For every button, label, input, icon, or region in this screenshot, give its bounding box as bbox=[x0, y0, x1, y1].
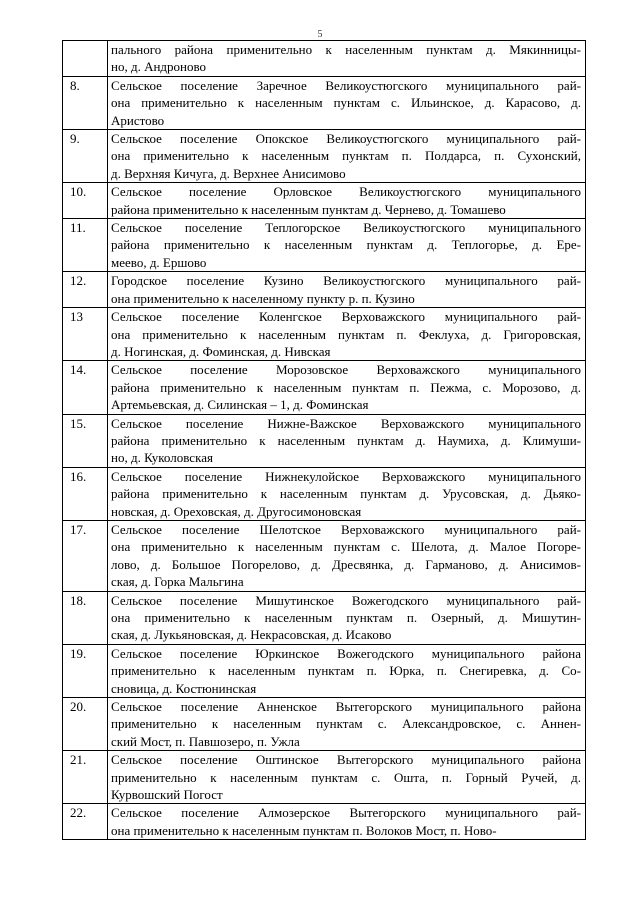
table-row bbox=[63, 414, 586, 467]
row-text-line: Сельское поселение Юркинское Вожегодского муниципального района bbox=[111, 645, 581, 661]
row-text-line: Сельское поселение Морозовское Верховажского муниципального bbox=[111, 362, 581, 378]
row-text-line: Аристово bbox=[111, 112, 165, 128]
row-number: 8. bbox=[70, 77, 80, 93]
row-text-line: д. Ногинская, д. Фоминская, д. Нивская bbox=[111, 343, 331, 359]
row-number-cell bbox=[63, 183, 108, 219]
row-text-cell bbox=[108, 698, 586, 751]
row-number-cell bbox=[63, 467, 108, 520]
table-row bbox=[63, 361, 586, 414]
row-text-line: лово, д. Большое Погорелово, д. Дресвянка, д. Гарманово, д. Анисимов- bbox=[111, 556, 581, 572]
row-text-cell bbox=[108, 751, 586, 804]
row-text-line: района применительно к населенным пунктам д. Чернево, д. Томашево bbox=[111, 201, 506, 217]
page-number: 5 bbox=[317, 29, 323, 40]
row-text-line: она применительно к населенным пунктам п. Полдарса, п. Сухонский, bbox=[111, 148, 581, 164]
row-text-line: пального района применительно к населенным пунктам д. Мякинницы- bbox=[111, 42, 581, 57]
row-number-cell bbox=[63, 520, 108, 591]
row-text-line: сновица, д. Костюнинская bbox=[111, 680, 257, 696]
row-text-line: она применительно к населенным пунктам п. Феклуха, д. Григоровская, bbox=[111, 326, 581, 342]
row-number-cell bbox=[63, 308, 108, 361]
row-text-line: новская, д. Ореховская, д. Другосимоновская bbox=[111, 503, 362, 519]
row-number-cell bbox=[63, 698, 108, 751]
row-text-line: Сельское поселение Коленгское Верховажского муниципального рай- bbox=[111, 309, 581, 325]
row-text-cell bbox=[108, 361, 586, 414]
row-text-line: она применительно к населенным пунктам с. Ильинское, д. Карасово, д. bbox=[111, 95, 581, 111]
row-number: 21. bbox=[70, 752, 87, 768]
row-text-line: Сельское поселение Теплогорское Великоустюгского муниципального bbox=[111, 220, 581, 236]
row-number: 12. bbox=[70, 273, 87, 289]
row-number-cell bbox=[63, 219, 108, 272]
row-text-line: района применительно к населенным пунктам д. Наумиха, д. Климуши- bbox=[111, 432, 581, 448]
row-text-line: Сельское поселение Нижнекулойское Верховажского муниципального bbox=[111, 468, 581, 484]
row-number: 14. bbox=[70, 362, 87, 378]
settlements-table bbox=[62, 40, 586, 840]
table-row bbox=[63, 130, 586, 183]
row-text-line: применительно к населенным пунктам п. Юрка, п. Снегиревка, д. Со- bbox=[111, 663, 581, 679]
row-text-line: Сельское поселение Орловское Великоустюгского муниципального bbox=[111, 184, 581, 200]
row-text-cell bbox=[108, 272, 586, 308]
row-text-line: Сельское поселение Опокское Великоустюгского муниципального рай- bbox=[111, 131, 581, 147]
row-text-line: Артемьевская, д. Силинская – 1, д. Фоминская bbox=[111, 397, 369, 413]
row-text-cell bbox=[108, 467, 586, 520]
row-number: 9. bbox=[70, 131, 80, 147]
row-text-line: она применительно к населенным пунктам п. Озерный, д. Мишутин- bbox=[111, 610, 581, 625]
row-number: 10. bbox=[70, 184, 87, 200]
row-text-line: применительно к населенным пунктам с. Александровское, с. Аннен- bbox=[111, 716, 581, 732]
row-text-line: ская, д. Лукьяновская, д. Некрасовская, д. Исаково bbox=[111, 627, 392, 643]
row-number-cell bbox=[63, 644, 108, 697]
row-text-cell bbox=[108, 414, 586, 467]
row-text-line: меево, д. Ершово bbox=[111, 254, 207, 270]
row-text-line: ский Мост, п. Павшозеро, п. Ужла bbox=[111, 733, 300, 749]
row-text-line: но, д. Андроново bbox=[111, 59, 207, 75]
table-row bbox=[63, 591, 586, 644]
row-number: 13 bbox=[70, 309, 83, 325]
table-row bbox=[63, 751, 586, 804]
row-number: 20. bbox=[70, 699, 87, 715]
row-text-line: она применительно к населенным пунктам с. Шелота, д. Малое Погоре- bbox=[111, 539, 581, 555]
row-text-cell bbox=[108, 308, 586, 361]
row-text-cell bbox=[108, 804, 586, 840]
row-text-line: Сельское поселение Нижне-Важское Верховажского муниципального bbox=[111, 415, 581, 431]
row-number: 22. bbox=[70, 805, 87, 821]
row-text-line: Курвошский Погост bbox=[111, 787, 223, 803]
row-text-line: применительно к населенным пунктам с. Ошта, п. Горный Ручей, д. bbox=[111, 769, 581, 785]
row-number-cell bbox=[63, 804, 108, 840]
table-body bbox=[63, 41, 586, 840]
row-text-line: д. Верхняя Кичуга, д. Верхнее Анисимово bbox=[111, 165, 346, 181]
row-number-cell bbox=[63, 130, 108, 183]
table-row bbox=[63, 76, 586, 129]
table-row bbox=[63, 804, 586, 840]
row-text-line: Городское поселение Кузино Великоустюгского муниципального рай- bbox=[111, 273, 581, 289]
row-text-cell bbox=[108, 520, 586, 591]
row-text-line: Сельское поселение Шелотское Верховажского муниципального рай- bbox=[111, 521, 581, 537]
row-text-cell bbox=[108, 76, 586, 129]
table-row bbox=[63, 308, 586, 361]
row-number: 11. bbox=[70, 220, 86, 236]
row-text-line: Сельское поселение Оштинское Вытегорского муниципального района bbox=[111, 752, 581, 768]
row-text-cell bbox=[108, 183, 586, 219]
table-row bbox=[63, 219, 586, 272]
row-number: 18. bbox=[70, 592, 87, 608]
row-text-line: она применительно к населенному пункту р. п. Кузино bbox=[111, 290, 415, 306]
row-text-line: района применительно к населенным пунктам д. Теплогорье, д. Ере- bbox=[111, 237, 581, 253]
row-number-cell bbox=[63, 591, 108, 644]
row-text-cell bbox=[108, 41, 586, 77]
row-number: 19. bbox=[70, 645, 87, 661]
table-row bbox=[63, 644, 586, 697]
row-text-line: района применительно к населенным пунктам д. Урусовская, д. Дьяко- bbox=[111, 486, 581, 502]
row-text-line: Сельское поселение Анненское Вытегорского муниципального района bbox=[111, 699, 581, 715]
row-text-line: ская, д. Горка Мальгина bbox=[111, 574, 244, 590]
row-number-cell bbox=[63, 41, 108, 77]
table-row bbox=[63, 698, 586, 751]
row-number: 15. bbox=[70, 415, 87, 431]
row-number-cell bbox=[63, 361, 108, 414]
table-row bbox=[63, 41, 586, 77]
row-number-cell bbox=[63, 751, 108, 804]
row-text-cell bbox=[108, 219, 586, 272]
row-number: 16. bbox=[70, 468, 87, 484]
row-text-line: района применительно к населенным пунктам п. Пежма, с. Морозово, д. bbox=[111, 379, 581, 395]
row-text-line: но, д. Куколовская bbox=[111, 450, 213, 466]
table-row bbox=[63, 272, 586, 308]
row-number-cell bbox=[63, 414, 108, 467]
row-text-cell bbox=[108, 644, 586, 697]
table-row bbox=[63, 183, 586, 219]
row-number-cell bbox=[63, 272, 108, 308]
row-text-cell bbox=[108, 130, 586, 183]
row-text-line: она применительно к населенным пунктам п. Волоков Мост, п. Ново- bbox=[111, 822, 497, 838]
row-number: 17. bbox=[70, 521, 87, 537]
row-text-cell bbox=[108, 591, 586, 644]
row-text-line: Сельское поселение Алмозерское Вытегорского муниципального рай- bbox=[111, 805, 581, 821]
row-text-line: Сельское поселение Мишутинское Вожегодского муниципального рай- bbox=[111, 592, 581, 608]
table-row bbox=[63, 520, 586, 591]
row-text-line: Сельское поселение Заречное Великоустюгского муниципального рай- bbox=[111, 77, 581, 93]
table-row bbox=[63, 467, 586, 520]
row-number-cell bbox=[63, 76, 108, 129]
